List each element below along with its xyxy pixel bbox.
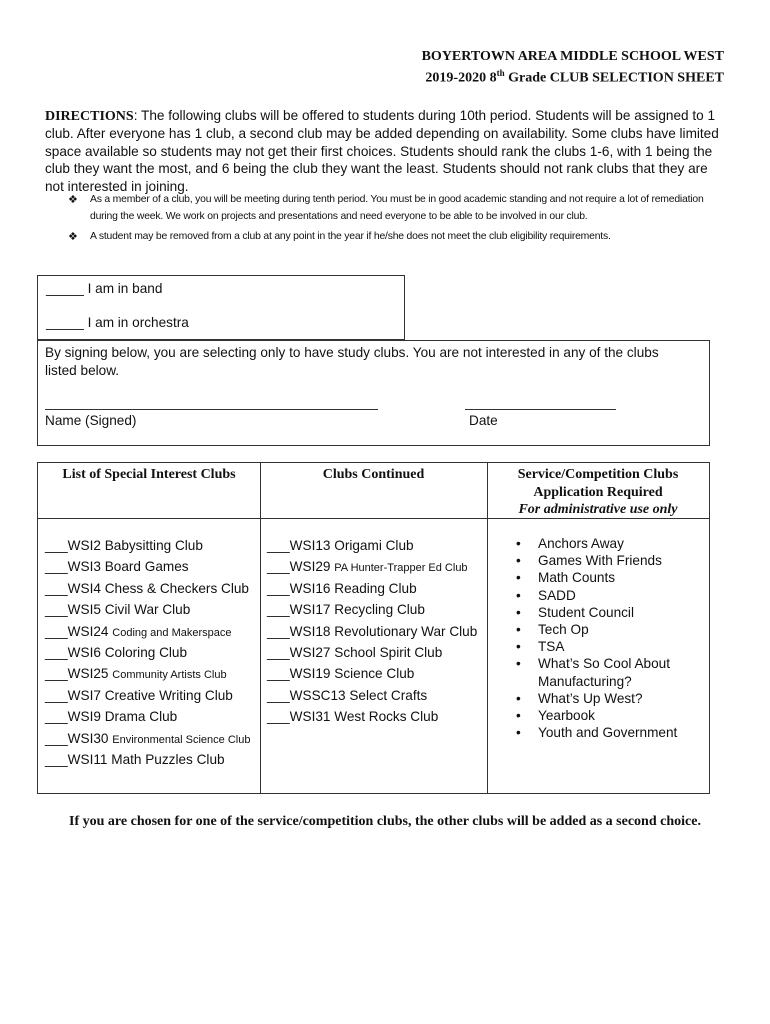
club-item[interactable]: ___WSI18 Revolutionary War Club bbox=[267, 623, 478, 639]
bullet-dot-icon: • bbox=[516, 708, 521, 724]
service-club-item: • Youth and Government bbox=[516, 725, 678, 741]
name-signed-label: Name (Signed) bbox=[45, 413, 137, 428]
service-club-item: • What’s Up West? bbox=[516, 690, 643, 706]
date-line[interactable] bbox=[465, 409, 616, 410]
club-item[interactable]: ___WSI2 Babysitting Club bbox=[45, 538, 203, 553]
signature-line[interactable] bbox=[45, 409, 378, 410]
service-club-item: • Student Council bbox=[516, 604, 634, 620]
club-item[interactable]: ___WSI17 Recycling Club bbox=[267, 602, 425, 618]
bullet-text: A student may be removed from a club at any point in the year if he/she does not meet the club eligibility requirements. bbox=[90, 230, 611, 242]
directions-label: DIRECTIONS bbox=[45, 109, 134, 124]
directions-text: : The following clubs will be offered to students during 10th period. Students will be assigned to 1 club. After everyone has 1 club, a second club may be added depending on availability. Some clubs have limited space available so students may not get their first choices. Students should rank the clubs 1-6, with 1 being the club they want the most, and 6 being the club they want the least. Students should not rank clubs that they are not interested in joining. bbox=[45, 108, 719, 194]
sheet-title bbox=[422, 65, 724, 87]
bullet-dot-icon: • bbox=[516, 536, 521, 551]
club-item[interactable]: ___WSI16 Reading Club bbox=[267, 580, 417, 596]
club-item[interactable]: ___WSI27 School Spirit Club bbox=[267, 644, 443, 660]
club-item[interactable]: ___WSI7 Creative Writing Club bbox=[45, 687, 233, 703]
header-service-line3: For administrative use only bbox=[518, 502, 678, 517]
study-clubs-statement: By signing below, you are selecting only to have study clubs. You are not interested in any of the clubs listed below. bbox=[45, 345, 659, 378]
bullet-item bbox=[68, 229, 728, 246]
sheet-title-year: 2019-2020 8 bbox=[425, 70, 497, 86]
band-checkline[interactable]: _____ I am in band bbox=[46, 281, 163, 296]
service-club-item: • Games With Friends bbox=[516, 553, 662, 569]
service-club-item: • SADD bbox=[516, 587, 576, 603]
service-club-item: • Tech Op bbox=[516, 622, 589, 638]
directions-paragraph bbox=[45, 107, 725, 195]
bullet-dot-icon: • bbox=[516, 604, 521, 620]
diamond-bullet-icon: ❖ bbox=[68, 194, 78, 206]
sheet-title-rest: Grade CLUB SELECTION SHEET bbox=[504, 70, 724, 86]
bullet-dot-icon: • bbox=[516, 553, 521, 569]
special-interest-list bbox=[45, 535, 250, 770]
school-name: BOYERTOWN AREA MIDDLE SCHOOL WEST bbox=[421, 49, 724, 64]
club-item[interactable]: ___WSI3 Board Games bbox=[45, 559, 189, 575]
bullet-dot-icon: • bbox=[516, 639, 521, 655]
footer-note: If you are chosen for one of the service/competition clubs, the other clubs will be added as a second choice. bbox=[69, 814, 701, 829]
bullet-text: As a member of a club, you will be meeting during tenth period. You must be in good academic standing and not require a lot of remediation during the week. We work on projects and presentations and need everyone to be able to be involved in our club. bbox=[90, 194, 704, 222]
header-special-interest: List of Special Interest Clubs bbox=[62, 467, 236, 482]
club-item[interactable]: ___WSI6 Coloring Club bbox=[45, 644, 188, 660]
club-item[interactable]: ___WSI29 PA Hunter-Trapper Ed Club bbox=[267, 559, 468, 575]
bullet-dot-icon: • bbox=[516, 725, 521, 741]
service-club-item: • TSA bbox=[516, 639, 565, 655]
club-item[interactable]: ___WSI31 West Rocks Club bbox=[267, 709, 439, 725]
service-competition-list bbox=[516, 535, 688, 741]
bullet-dot-icon: • bbox=[516, 570, 521, 586]
club-item[interactable]: ___WSI4 Chess & Checkers Club bbox=[45, 580, 249, 596]
clubs-table bbox=[37, 462, 710, 794]
diamond-bullet-icon: ❖ bbox=[68, 230, 78, 243]
header-clubs-continued: Clubs Continued bbox=[322, 467, 425, 482]
band-orchestra-box bbox=[37, 275, 405, 340]
club-item[interactable]: ___WSI5 Civil War Club bbox=[45, 602, 191, 618]
bullet-dot-icon: • bbox=[516, 622, 521, 638]
bullet-dot-icon: • bbox=[516, 690, 521, 706]
club-item[interactable]: ___WSI13 Origami Club bbox=[267, 538, 414, 553]
signature-box bbox=[37, 340, 710, 446]
service-club-item: • Yearbook bbox=[516, 708, 595, 724]
club-item[interactable]: ___WSI9 Drama Club bbox=[45, 709, 178, 725]
service-club-item: • Math Counts bbox=[516, 570, 616, 586]
service-club-item: • Anchors Away bbox=[516, 536, 624, 551]
bullet-item bbox=[68, 192, 728, 226]
club-item[interactable]: ___WSI30 Environmental Science Club bbox=[45, 730, 251, 746]
date-label: Date bbox=[469, 413, 498, 428]
document-header bbox=[422, 48, 724, 87]
club-item[interactable]: ___WSI11 Math Puzzles Club bbox=[45, 751, 225, 767]
club-item[interactable]: ___WSI25 Community Artists Club bbox=[45, 666, 227, 682]
bullet-dot-icon: • bbox=[516, 656, 521, 672]
service-club-item: • What’s So Cool About Manufacturing? bbox=[516, 656, 670, 689]
clubs-continued-list bbox=[267, 535, 477, 728]
header-service-line2: Application Required bbox=[533, 484, 663, 500]
header-service-competition bbox=[487, 466, 709, 519]
orchestra-checkline[interactable]: _____ I am in orchestra bbox=[46, 315, 189, 330]
bullet-dot-icon: • bbox=[516, 587, 521, 603]
column-divider bbox=[260, 463, 261, 793]
sheet-title-superscript: th bbox=[496, 68, 505, 78]
header-service-line1: Service/Competition Clubs bbox=[517, 467, 679, 482]
club-item[interactable]: ___WSI19 Science Club bbox=[267, 666, 415, 682]
club-item[interactable]: ___WSSC13 Select Crafts bbox=[267, 687, 428, 703]
directions-bullets bbox=[68, 192, 728, 245]
club-item[interactable]: ___WSI24 Coding and Makerspace bbox=[45, 623, 232, 639]
